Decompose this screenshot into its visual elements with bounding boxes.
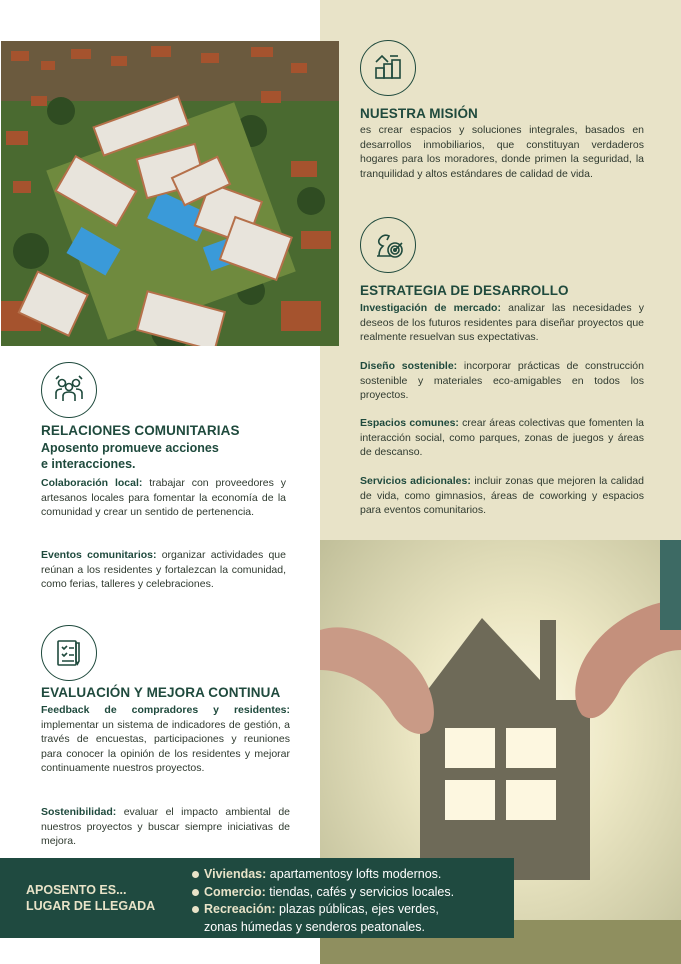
community-subtitle-1: Aposento promueve acciones [41, 441, 219, 455]
strategy-item-research: Investigación de mercado: analizar las necesidades y deseos de los futuros residentes para diseñar proyectos que realmente resuelvan sus expectativas. [360, 302, 644, 343]
strategy-item-services: Servicios adicionales: incluir zonas que mejoren la calidad de vida, como gimnasios, áreas de coworking y espacios para eventos comunitarios. [360, 475, 644, 516]
community-item-local: Colaboración local: trabajar con proveedores y artesanos locales para fomentar la economía de la comunidad y crear un sentido de pertenencia. [41, 477, 286, 518]
evaluation-item-sustainability: Sostenibilidad: evaluar el impacto ambiental de nuestros proyectos y buscar siempre iniciativas de mejora. [41, 806, 290, 847]
strategy-title: ESTRATEGIA DE DESARROLLO [360, 283, 569, 298]
banner-item-comercio: Comercio: tiendas, cafés y servicios locales. [192, 884, 492, 902]
banner-title-line-1: APOSENTO ES... [26, 883, 127, 897]
banner-list [192, 866, 492, 936]
mission-title: NUESTRA MISIÓN [360, 106, 478, 121]
banner-item-recreacion: Recreación: plazas públicas, ejes verdes, [192, 901, 492, 919]
checklist-icon [41, 625, 97, 681]
banner-item-recreacion-cont: zonas húmedas y senderos peatonales. [204, 919, 425, 934]
community-item-events: Eventos comunitarios: organizar actividades que reúnan a los residentes y fortalezcan la comunidad, como ferias, talleres y celebraciones. [41, 549, 286, 590]
banner-item-viviendas: Viviendas: apartamentosy lofts modernos. [192, 866, 492, 884]
mission-text: es crear espacios y soluciones integrales, basados en desarrollos inmobiliarios, que constituyan verdaderos hogares para los moradores, donde primen la seguridad, la tranquilidad y altos estándares de calidad de vida. [360, 124, 644, 180]
strategy-item-common: Espacios comunes: crear áreas colectivas que fomenten la interacción social, como parques, zonas de juegos y áreas de descanso. [360, 417, 644, 458]
people-group-icon [41, 362, 97, 418]
chess-knight-target-icon [360, 217, 416, 273]
banner-title [26, 882, 155, 914]
evaluation-item-feedback: Feedback de compradores y residentes: implementar un sistema de indicadores de gestión, a través de encuestas, participaciones y reuniones para conocer la opinión de los residentes y mejorar continuamente nuestros proyectos. [41, 704, 290, 774]
blocks-icon [360, 40, 416, 96]
strategy-item-sustainable: Diseño sostenible: incorporar prácticas de construcción sostenible y materiales eco-amigables en todos los proyectos. [360, 360, 644, 401]
footer-banner [0, 858, 514, 938]
banner-title-line-2: LUGAR DE LLEGADA [26, 899, 156, 913]
aerial-photo [1, 41, 339, 346]
evaluation-title: EVALUACIÓN Y MEJORA CONTINUA [41, 685, 281, 700]
community-subtitle-2: e interacciones. [41, 457, 136, 471]
community-title: RELACIONES COMUNITARIAS [41, 423, 240, 438]
